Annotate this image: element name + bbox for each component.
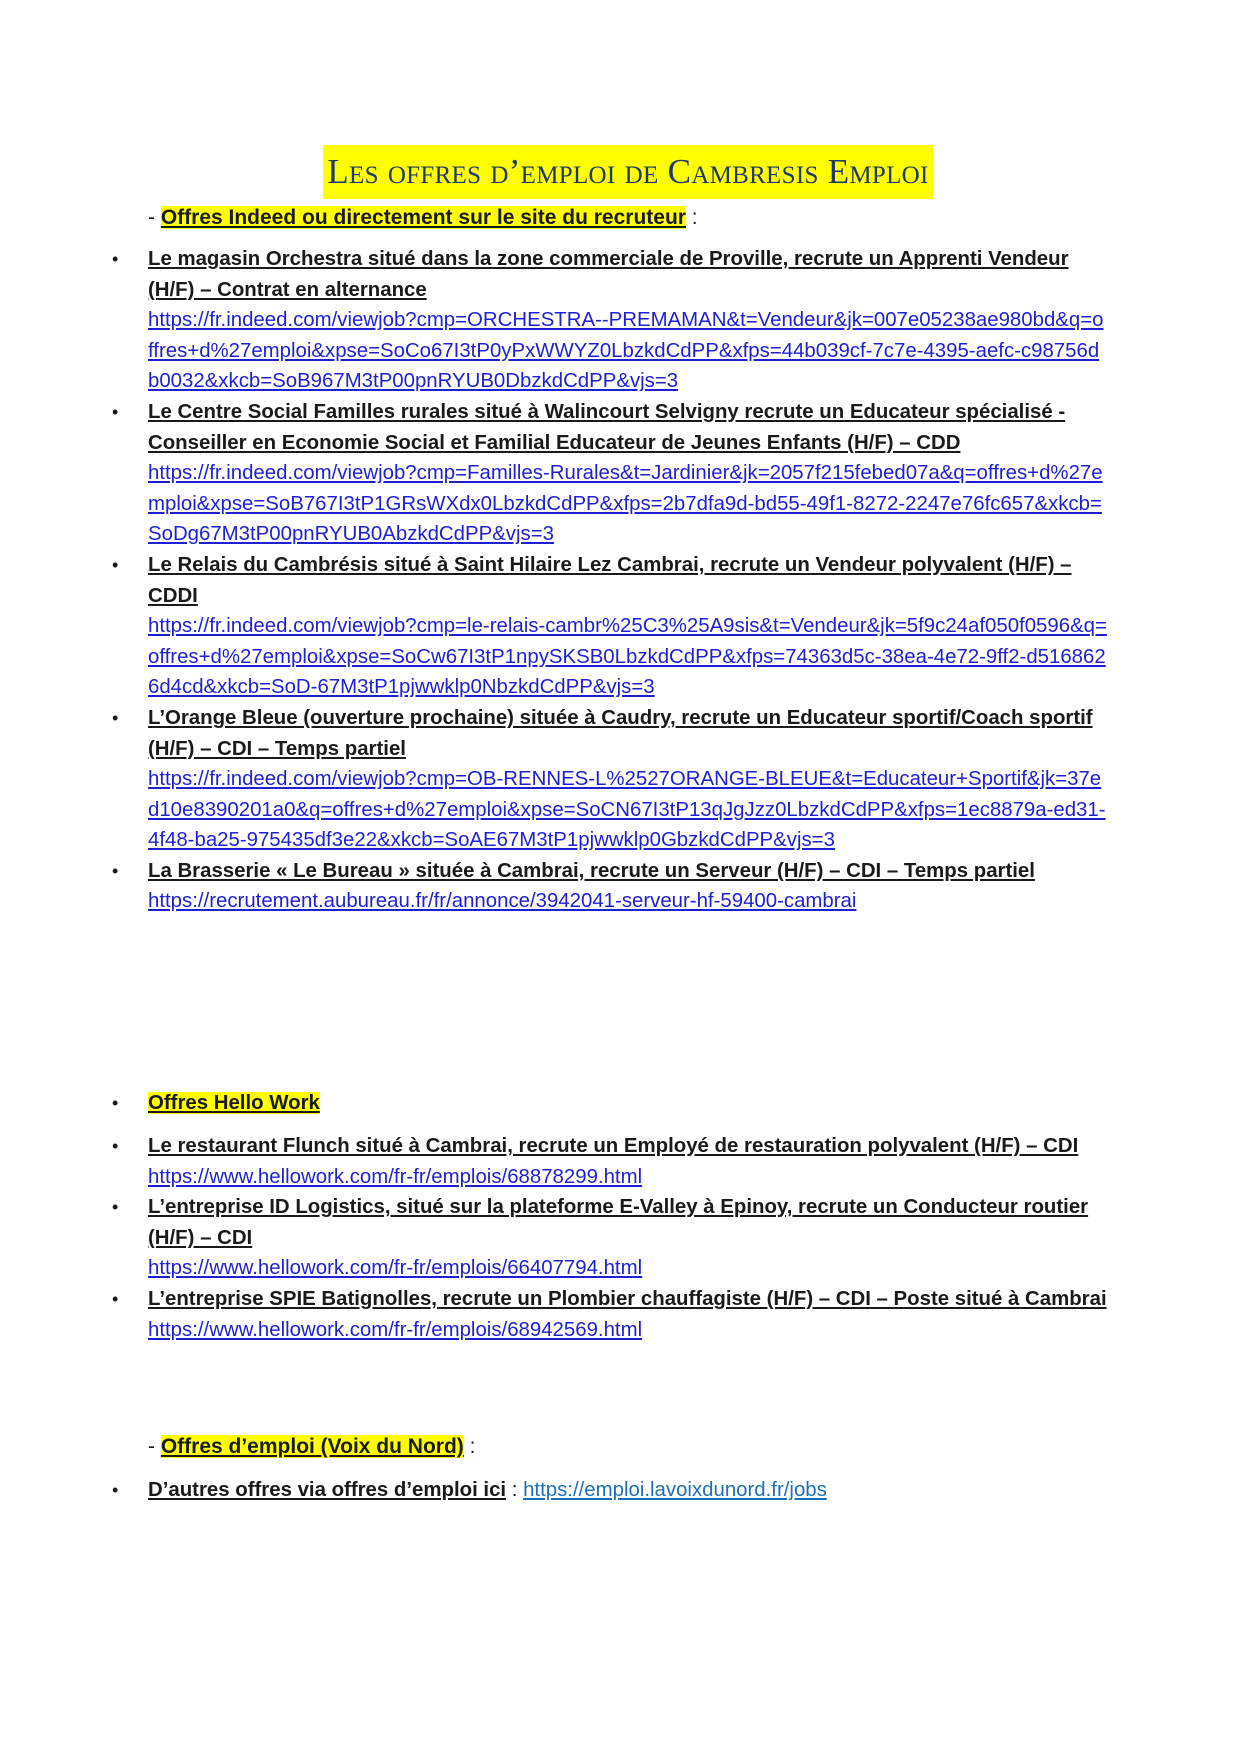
job-link[interactable]: https://www.hellowork.com/fr-fr/emplois/68942569.html	[148, 1318, 643, 1341]
bullet-icon: •	[112, 860, 119, 881]
bullet-icon: •	[112, 1093, 119, 1113]
bullet-icon: •	[112, 707, 119, 728]
job-title: Le magasin Orchestra situé dans la zone commerciale de Proville, recrute un Apprenti Vendeur (H/F) – Contrat en alternance	[148, 248, 1069, 301]
list-item	[112, 244, 1108, 397]
voix-separator: :	[506, 1479, 524, 1501]
bullet-icon: •	[112, 249, 119, 269]
voix-suffix: :	[463, 1435, 476, 1458]
list-item	[112, 1192, 1108, 1284]
voix-item-label: D’autres offres via offres d’emploi ici	[148, 1479, 507, 1501]
list-item	[112, 550, 1108, 703]
bullet-icon: •	[112, 401, 119, 422]
voix-prefix: -	[148, 1435, 161, 1458]
title-wrap	[148, 145, 1108, 199]
job-title: Le Relais du Cambrésis situé à Saint Hilaire Lez Cambrai, recrute un Vendeur polyvalent (H/F) – CDDI	[148, 553, 1072, 607]
list-item	[112, 1284, 1108, 1345]
bullet-icon: •	[112, 1136, 119, 1156]
bullet-icon: •	[112, 1288, 119, 1309]
job-link[interactable]: https://fr.indeed.com/viewjob?cmp=Familles-Rurales&t=Jardinier&jk=2057f215febed07a&q=offres+d%27emploi&xpse=SoB767I3tP1GRsWXdx0LbzkdCdPP&xfps=2b7dfa9d-bd55-49f1-8272-2247e76fc657&xkcb=SoDg67M3tP00pnRYUB0AbzkdCdPP&vjs=3	[148, 462, 1103, 546]
page-title: Les offres d’emploi de Cambresis Emploi	[323, 145, 932, 199]
job-link[interactable]: https://fr.indeed.com/viewjob?cmp=OB-RENNES-L%2527ORANGE-BLEUE&t=Educateur+Sportif&jk=37ed10e8390201a0&q=offres+d%27emploi&xpse=SoCN67I3tP13qJgJzz0LbzkdCdPP&xfps=1ec8879a-ed31-4f48-ba25-975435df3e22&xkcb=SoAE67M3tP1pjwwklp0GbzkdCdPP&vjs=3	[148, 768, 1106, 852]
list-item	[112, 856, 1108, 917]
hellowork-job-list	[112, 1131, 1108, 1345]
job-title: Le Centre Social Familles rurales situé à Walincourt Selvigny recrute un Educateur spécialisé - Conseiller en Economie Social et Familial Educateur de Jeunes Enfants (H/F) – CDD	[148, 400, 1066, 454]
indeed-suffix: :	[685, 206, 698, 229]
list-item	[112, 703, 1108, 856]
hellowork-section-header	[112, 1088, 1108, 1119]
voix-section-header	[148, 1432, 475, 1462]
indeed-section-header	[148, 203, 698, 233]
list-item	[112, 397, 1108, 550]
bullet-icon: •	[112, 1480, 119, 1500]
list-item	[112, 1475, 1108, 1506]
job-title: Le restaurant Flunch situé à Cambrai, recrute un Employé de restauration polyvalent (H/F) – CDI	[148, 1135, 1079, 1157]
voix-link[interactable]: https://emploi.lavoixdunord.fr/jobs	[523, 1479, 827, 1501]
job-link[interactable]: https://recrutement.aubureau.fr/fr/annonce/3942041-serveur-hf-59400-cambrai	[148, 890, 857, 913]
indeed-prefix: -	[148, 206, 161, 229]
job-link[interactable]: https://www.hellowork.com/fr-fr/emplois/68878299.html	[148, 1165, 643, 1188]
list-item	[112, 1088, 1108, 1119]
job-title: La Brasserie « Le Bureau » située à Cambrai, recrute un Serveur (H/F) – CDI – Temps partiel	[148, 859, 1035, 882]
indeed-section-label: Offres Indeed ou directement sur le site du recruteur	[160, 206, 686, 229]
job-link[interactable]: https://fr.indeed.com/viewjob?cmp=ORCHESTRA--PREMAMAN&t=Vendeur&jk=007e05238ae980bd&q=offres+d%27emploi&xpse=SoCo67I3tP0yPxWWYZ0LbzkdCdPP&xfps=44b039cf-7c7e-4395-aefc-c98756db0032&xkcb=SoB967M3tP00pnRYUB0DbzkdCdPP&vjs=3	[148, 309, 1104, 393]
voix-job-list	[112, 1475, 1108, 1506]
job-title: L’Orange Bleue (ouverture prochaine) située à Caudry, recrute un Educateur sportif/Coach sportif (H/F) – CDI – Temps partiel	[148, 706, 1093, 760]
bullet-icon: •	[112, 554, 119, 575]
hellowork-section-label: Offres Hello Work	[148, 1092, 320, 1114]
indeed-job-list	[112, 244, 1108, 917]
voix-section-label: Offres d’emploi (Voix du Nord)	[160, 1435, 464, 1458]
job-title: L’entreprise SPIE Batignolles, recrute un Plombier chauffagiste (H/F) – CDI – Poste situé à Cambrai	[148, 1287, 1107, 1310]
list-item	[112, 1131, 1108, 1192]
job-link[interactable]: https://www.hellowork.com/fr-fr/emplois/66407794.html	[148, 1257, 643, 1280]
job-title: L’entreprise ID Logistics, situé sur la plateforme E-Valley à Epinoy, recrute un Conducteur routier (H/F) – CDI	[148, 1196, 1089, 1249]
job-link[interactable]: https://fr.indeed.com/viewjob?cmp=le-relais-cambr%25C3%25A9sis&t=Vendeur&jk=5f9c24af050f0596&q=offres+d%27emploi&xpse=SoCw67I3tP1npySKSB0LbzkdCdPP&xfps=74363d5c-38ea-4e72-9ff2-d5168626d4cd&xkcb=SoD-67M3tP1pjwwklp0NbzkdCdPP&vjs=3	[148, 615, 1107, 699]
bullet-icon: •	[112, 1197, 119, 1218]
